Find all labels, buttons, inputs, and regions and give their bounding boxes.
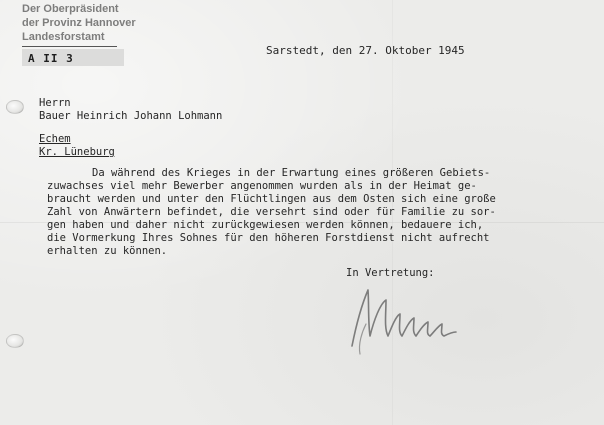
body-line: Zahl von Anwärtern befindet, die versehrt sind oder für Familie zu sor- (47, 206, 496, 218)
recipient-district: Kr. Lüneburg (39, 146, 115, 158)
handwritten-signature (338, 274, 468, 364)
body-line: zuwachses viel mehr Bewerber angenommen wurden als in der Heimat ge- (47, 180, 477, 192)
body-line: Da während des Krieges in der Erwartung eines größeren Gebiets- (92, 167, 491, 179)
recipient-salutation: Herrn (39, 97, 71, 109)
stamp-line-1: Der Oberpräsident (22, 3, 119, 15)
stamp-rule (22, 46, 117, 47)
body-line: braucht werden und unter den Flüchtlingen aus dem Osten sich eine große (47, 193, 496, 205)
authority-stamp (22, 2, 150, 66)
body-line: die Vormerkung Ihres Sohnes für den höheren Forstdienst nicht aufrecht (47, 232, 490, 244)
place-date: Sarstedt, den 27. Oktober 1945 (266, 44, 465, 57)
stamp-line-3: Landesforstamt (22, 31, 105, 43)
recipient-name: Bauer Heinrich Johann Lohmann (39, 110, 223, 122)
stamp-reference: A II 3 (28, 52, 74, 65)
punch-hole (6, 334, 24, 348)
body-line: erhalten zu können. (47, 245, 168, 257)
body-line: gen haben und daher nicht zurückgewiesen werden können, bedauere ich, (47, 219, 484, 231)
punch-hole (6, 100, 24, 114)
recipient-town: Echem (39, 133, 71, 145)
closing: In Vertretung: (346, 267, 435, 279)
stamp-line-2: der Provinz Hannover (22, 17, 136, 29)
